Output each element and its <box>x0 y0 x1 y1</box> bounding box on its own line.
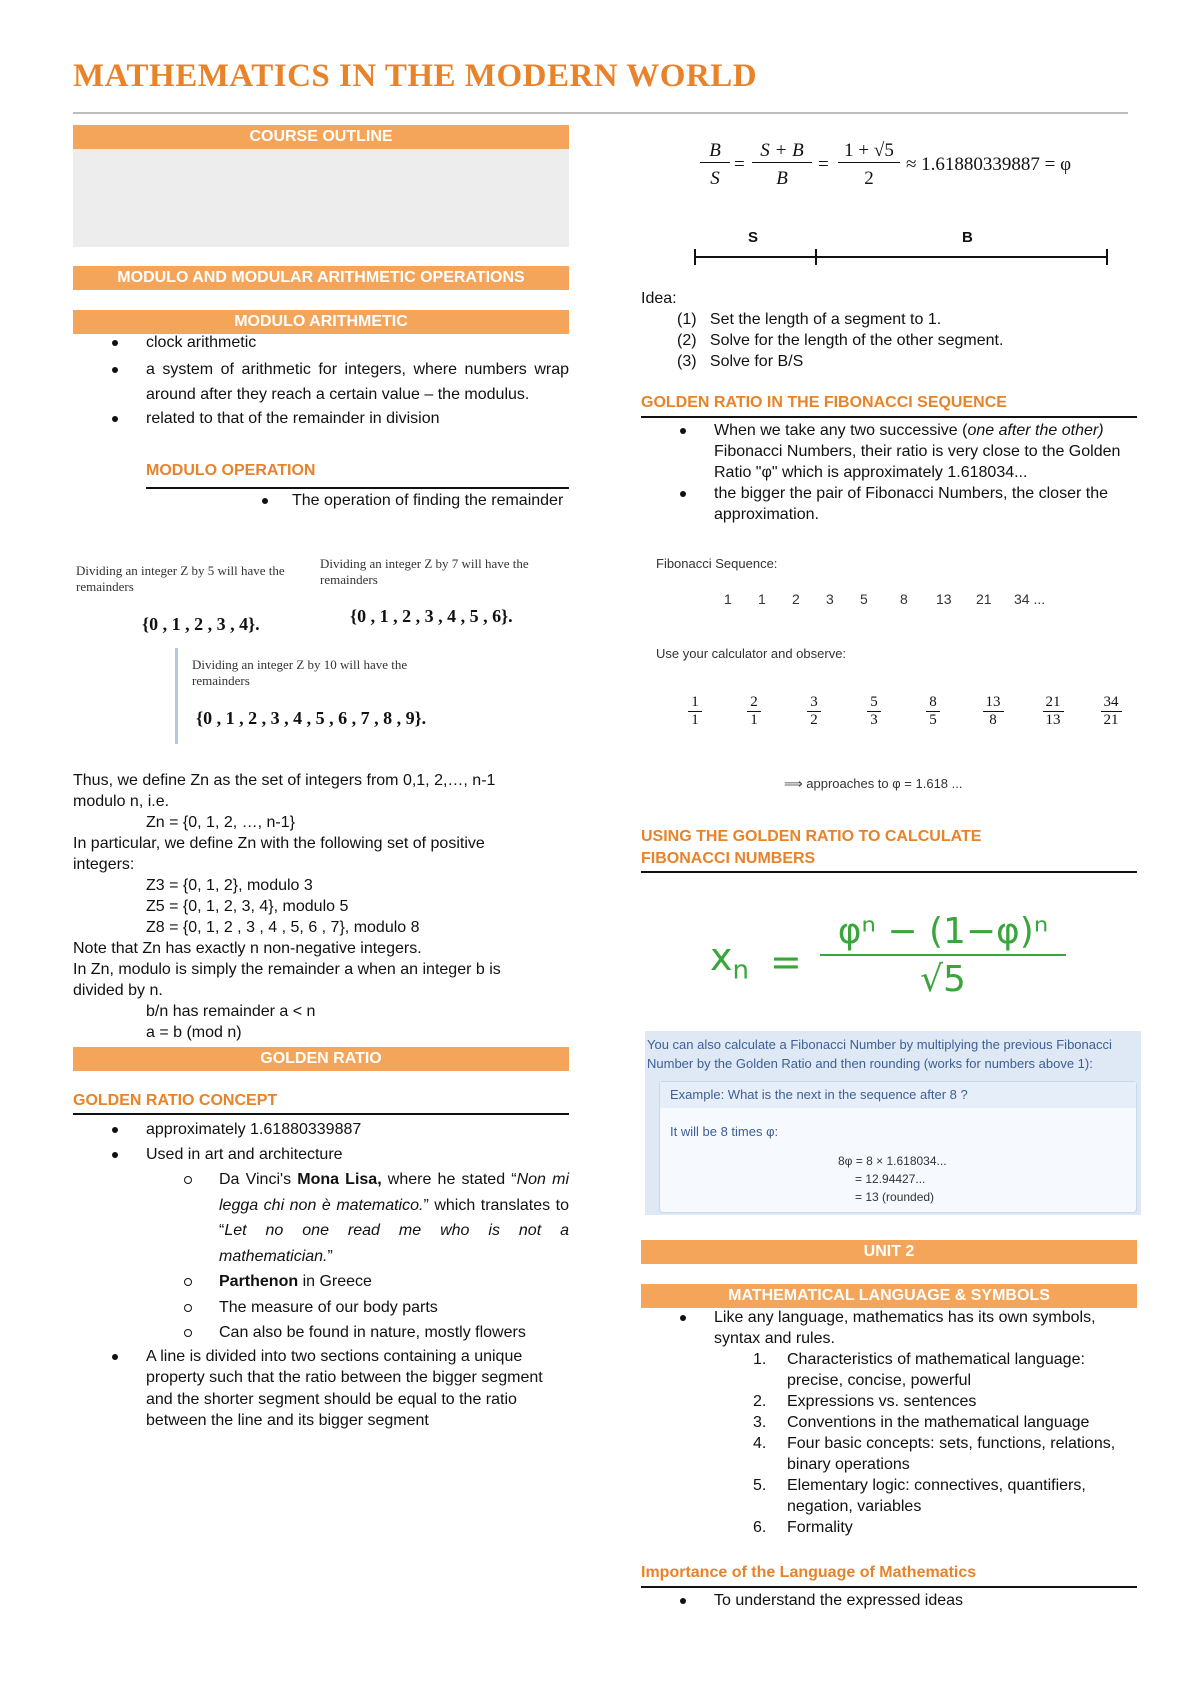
list-item: Parthenon in Greece <box>73 1269 569 1295</box>
fib-section-header: GOLDEN RATIO IN THE FIBONACCI SEQUENCE <box>641 394 1007 411</box>
list-item: the bigger the pair of Fibonacci Numbers, the closer the approximation. <box>641 483 1141 525</box>
title-divider <box>73 112 1128 114</box>
text-line: integers: <box>73 856 135 873</box>
seq-item: 1 <box>758 591 766 607</box>
seq-item: 1 <box>724 591 732 607</box>
list-item: Can also be found in nature, mostly flowers <box>73 1320 569 1346</box>
segment-s-label: S <box>748 229 759 246</box>
fraction: $\frac{2}{1}$ <box>739 694 769 729</box>
idea-block <box>641 288 1141 372</box>
fraction: $\frac{13}{8}$ <box>976 694 1010 729</box>
remainder-text-7: Dividing an integer Z by 7 will have the remainders <box>320 556 529 587</box>
importance-header: Importance of the Language of Mathematics <box>641 1564 977 1581</box>
golden-ratio-header: GOLDEN RATIO <box>73 1047 569 1071</box>
list-item: 1. Characteristics of mathematical language: precise, concise, powerful <box>753 1351 1085 1389</box>
list-item: approximately 1.61880339887 <box>73 1117 569 1142</box>
seq-item: 5 <box>860 591 868 607</box>
approaches-text: ⟹ approaches to φ = 1.618 ... <box>784 776 963 791</box>
equals-sign: = <box>734 154 745 175</box>
fib-bullets <box>641 420 1141 525</box>
seq-item: 2 <box>792 591 800 607</box>
formula-denominator: √5 <box>920 959 966 1000</box>
importance-bullets <box>641 1590 1141 1611</box>
course-outline-header: COURSE OUTLINE <box>73 125 569 149</box>
unit2-content <box>641 1307 1141 1538</box>
segment-b-label: B <box>962 229 973 246</box>
page-title: MATHEMATICS IN THE MODERN WORLD <box>73 58 758 94</box>
remainder-set-5: {0 , 1 , 2 , 3 , 4}. <box>142 614 260 634</box>
remainder-text-5: Dividing an integer Z by 5 will have the remainders <box>76 563 285 594</box>
formula-b-den: B <box>776 168 788 189</box>
equals-sign: = <box>818 154 829 175</box>
list-item: 6. Formality <box>753 1519 853 1536</box>
fib-fractions <box>680 694 1140 744</box>
formula-numerator: φⁿ − (1−φ)ⁿ <box>820 910 1066 956</box>
example-text: It will be 8 times φ: <box>670 1124 779 1139</box>
modulo-operation-header: MODULO OPERATION <box>146 462 316 479</box>
list-item: a system of arithmetic for integers, where numbers wrap around after they reach a certain value – the modulus. <box>106 357 569 407</box>
using-header-line2: FIBONACCI NUMBERS <box>641 850 816 867</box>
list-item: The measure of our body parts <box>73 1295 569 1321</box>
remainder-set-10: {0 , 1 , 2 , 3 , 4 , 5 , 6 , 7 , 8 , 9}. <box>196 708 427 728</box>
text-line: Thus, we define Zn as the set of integers from 0,1, 2,…, n-1 <box>73 772 496 789</box>
calc-line: 8φ = 8 × 1.618034... <box>838 1154 947 1168</box>
text-line: Zn = {0, 1, 2, …, n-1} <box>146 814 295 831</box>
text-line: Z8 = {0, 1, 2 , 3 , 4 , 5, 6 , 7}, modulo 8 <box>146 919 420 936</box>
segment-diagram <box>690 246 1120 268</box>
divider <box>641 1586 1137 1588</box>
list-item: Like any language, mathematics has its own symbols, syntax and rules. <box>641 1307 1141 1349</box>
box-text: Number by the Golden Ratio and then rounding (works for numbers above 1): <box>647 1056 1093 1071</box>
text-line: b/n has remainder a < n <box>146 1003 316 1020</box>
text-line: In Zn, modulo is simply the remainder a when an integer b is <box>73 961 501 978</box>
golden-concept-header: GOLDEN RATIO CONCEPT <box>73 1092 278 1109</box>
modulo-operation-bullet: The operation of finding the remainder <box>292 490 569 511</box>
text-line: Z3 = {0, 1, 2}, modulo 3 <box>146 877 313 894</box>
formula-b: B <box>700 140 730 163</box>
text-line: In particular, we define Zn with the following set of positive <box>73 835 485 852</box>
text-line: a = b (mod n) <box>146 1024 242 1041</box>
remainder-set-7: {0 , 1 , 2 , 3 , 4 , 5 , 6}. <box>350 606 513 626</box>
list-item: Da Vinci's Mona Lisa, where he stated “Non mi legga chi non è matematico.” which translates to “Let no one read me who is not a mathematician.” <box>73 1167 569 1269</box>
fib-example-box <box>645 1031 1141 1215</box>
seq-item: 13 <box>936 591 952 607</box>
list-item: 5. Elementary logic: connectives, quantifiers, negation, variables <box>753 1477 1086 1515</box>
list-item: To understand the expressed ideas <box>641 1590 1141 1611</box>
example-inner-box <box>659 1081 1137 1213</box>
modulo-bullets <box>106 332 569 429</box>
list-item: (2) Solve for the length of the other segment. <box>677 332 1004 349</box>
seq-item: 21 <box>976 591 992 607</box>
course-outline-box <box>73 149 569 247</box>
text-line: divided by n. <box>73 982 163 999</box>
list-item: related to that of the remainder in division <box>106 408 569 429</box>
remainder-text-10: Dividing an integer Z by 10 will have the remainders <box>192 657 408 688</box>
seq-item: 8 <box>900 591 908 607</box>
list-item: A line is divided into two sections containing a unique property such that the ratio between the bigger segment and the shorter segment should be equal to the ratio between the line and its bigger segment <box>73 1346 569 1432</box>
text-line: Z5 = {0, 1, 2, 3, 4}, modulo 5 <box>146 898 349 915</box>
list-item: (3) Solve for B/S <box>677 353 804 370</box>
formula-s: S <box>710 168 720 189</box>
list-item: Used in art and architecture <box>73 1142 569 1167</box>
list-item: 4. Four basic concepts: sets, functions, relations, binary operations <box>753 1435 1116 1473</box>
list-item: 2. Expressions vs. sentences <box>753 1393 977 1410</box>
divider <box>641 871 1137 873</box>
zn-definitions <box>73 770 573 1043</box>
formula-num: 1 + √5 <box>838 140 900 163</box>
example-question: Example: What is the next in the sequence after 8 ? <box>660 1082 1136 1108</box>
calc-label: Use your calculator and observe: <box>656 646 847 661</box>
fraction: $\frac{21}{13}$ <box>1036 694 1070 729</box>
quote-bar <box>175 648 178 744</box>
divider <box>73 1113 569 1115</box>
divider <box>641 416 1137 418</box>
fraction: $\frac{8}{5}$ <box>918 694 948 729</box>
formula-den: 2 <box>864 168 874 189</box>
unit2-header: UNIT 2 <box>641 1240 1137 1264</box>
divider <box>146 487 569 489</box>
formula-rhs: ≈ 1.61880339887 = φ <box>906 154 1072 175</box>
idea-label: Idea: <box>641 290 677 307</box>
calc-line: = 13 (rounded) <box>855 1190 935 1204</box>
formula-x: $x_n$ <box>710 935 749 986</box>
math-language-header: MATHEMATICAL LANGUAGE & SYMBOLS <box>641 1284 1137 1308</box>
list-item: clock arithmetic <box>106 332 569 353</box>
modulo-section-header: MODULO AND MODULAR ARITHMETIC OPERATIONS <box>73 266 569 290</box>
fraction: $\frac{34}{21}$ <box>1094 694 1128 729</box>
fraction: $\frac{3}{2}$ <box>799 694 829 729</box>
seq-item: 34 ... <box>1014 591 1046 607</box>
text-line: Note that Zn has exactly n non-negative integers. <box>73 940 422 957</box>
seq-item: 3 <box>826 591 834 607</box>
fraction: $\frac{1}{1}$ <box>680 694 710 729</box>
golden-bullets <box>73 1117 569 1432</box>
using-header-line1: USING THE GOLDEN RATIO TO CALCULATE <box>641 828 982 845</box>
text-line: modulo n, i.e. <box>73 793 170 810</box>
list-item: 3. Conventions in the mathematical language <box>753 1414 1090 1431</box>
calc-line: = 12.94427... <box>855 1172 926 1186</box>
fib-sequence-label: Fibonacci Sequence: <box>656 556 778 571</box>
fraction: $\frac{5}{3}$ <box>859 694 889 729</box>
formula-s-plus-b: S + B <box>752 140 812 163</box>
formula-equals: = <box>770 940 802 984</box>
list-item: When we take any two successive (one after the other) Fibonacci Numbers, their ratio is very close to the Golden Ratio "φ" which is approximately 1.618034... <box>641 420 1141 483</box>
modulo-arithmetic-header: MODULO ARITHMETIC <box>73 310 569 334</box>
box-text: You can also calculate a Fibonacci Number by multiplying the previous Fibonacci <box>647 1037 1112 1052</box>
list-item: (1) Set the length of a segment to 1. <box>677 311 942 328</box>
